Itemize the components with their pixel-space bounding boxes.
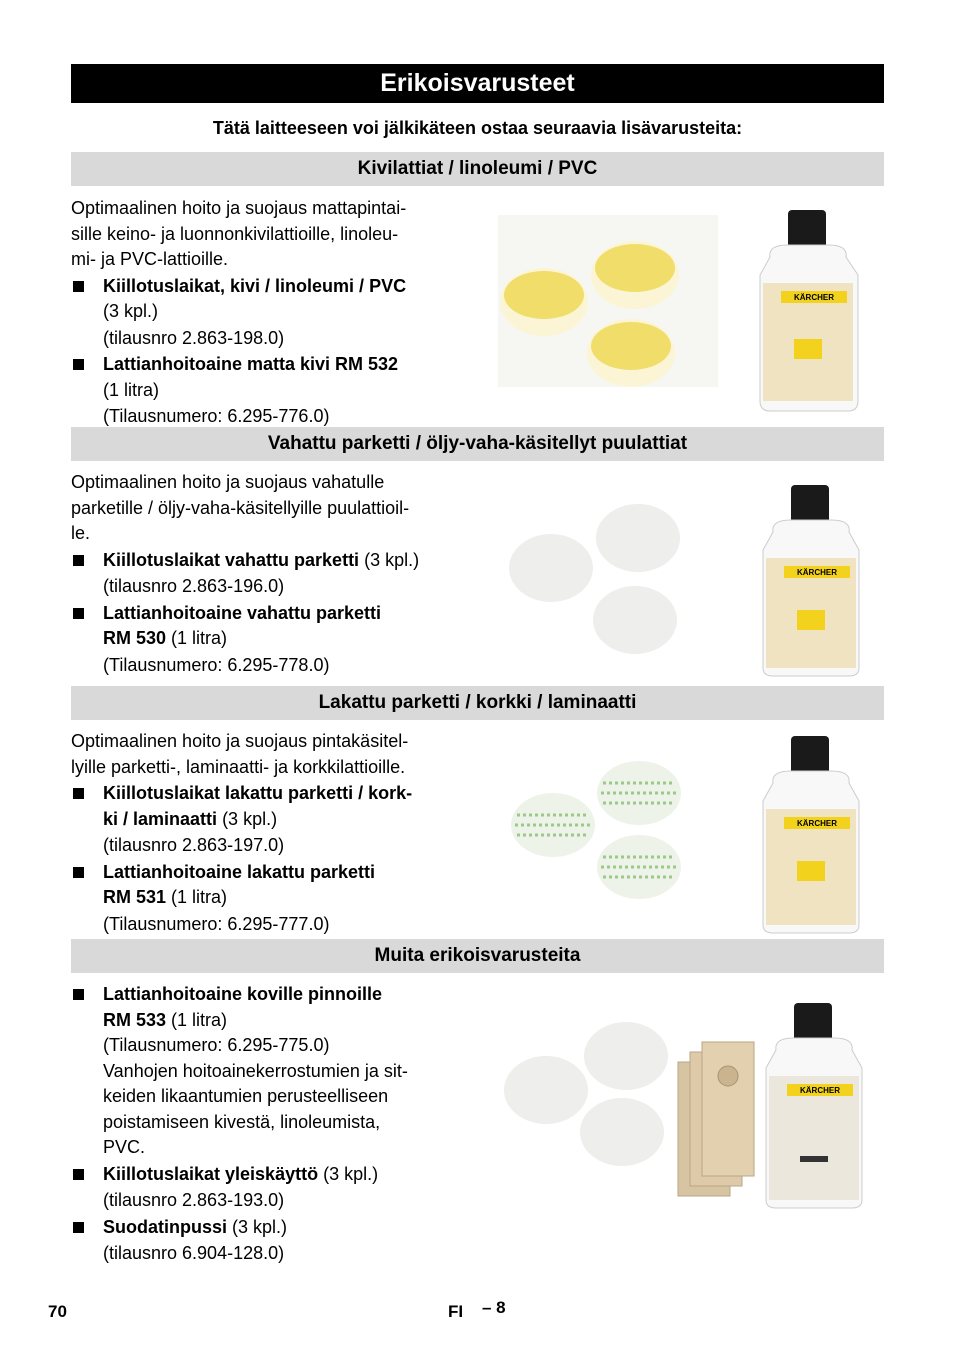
item-order-number: (tilausnro 6.904-128.0)	[103, 1243, 285, 1263]
polishing-pad-white	[509, 534, 593, 602]
section-page-number: – 8	[482, 1298, 506, 1317]
polishing-pad-yellow	[591, 241, 679, 309]
bullet-icon	[73, 281, 84, 292]
item-qty: (3 kpl.)	[323, 1163, 379, 1184]
list-item: Lattianhoitoaine vahattu parketti RM 530 (1 litra) (Tilausnumero: 6.295-778.0)	[71, 601, 466, 679]
filter-bag	[678, 1042, 754, 1196]
page-title: Erikoisvarusteet	[71, 64, 884, 103]
item-qty: (3 kpl.)	[103, 301, 159, 321]
polishing-pad-yellow	[500, 268, 588, 336]
product-image-waxed-parquet	[505, 480, 865, 678]
polishing-pad-white	[584, 1022, 668, 1090]
section-intro: Optimaalinen hoito ja suojaus pintakäsitel- lyille parketti-, laminaatti- ja korkkilattioille.	[71, 731, 409, 777]
bottle-brand: KÄRCHER	[797, 819, 837, 828]
item-qty: (3 kpl.)	[232, 1216, 288, 1237]
page-subtitle: Tätä laitteeseen voi jälkikäteen ostaa seuraavia lisävarusteita:	[212, 118, 743, 138]
list-item: Lattianhoitoaine lakattu parketti RM 531 (1 litra) (Tilausnumero: 6.295-777.0)	[71, 860, 466, 938]
section-body-waxed-parquet	[71, 470, 466, 679]
bullet-icon	[73, 1169, 84, 1180]
section-heading-waxed-parquet: Vahattu parketti / öljy-vaha-käsitellyt puulattiat	[71, 427, 884, 461]
list-item	[71, 548, 466, 600]
item-order-number: (tilausnro 2.863-197.0)	[103, 835, 285, 855]
section-body-lacquered-parquet	[71, 729, 466, 938]
item-qty: (1 litra)	[171, 1009, 228, 1030]
product-image-stone	[498, 205, 868, 413]
section-intro: Optimaalinen hoito ja suojaus vahatulle parketille / öljy-vaha-käsitellyille puulattioil- le.	[71, 472, 410, 543]
bullet-icon	[73, 788, 84, 799]
list-item	[71, 352, 466, 430]
care-bottle	[760, 210, 858, 411]
item-name: Kiillotuslaikat yleiskäyttö	[103, 1163, 319, 1184]
polishing-pad-yellow	[587, 319, 675, 387]
item-name: Suodatinpussi	[103, 1216, 228, 1237]
section-intro: Optimaalinen hoito ja suojaus mattapintai- sille keino- ja luonnonkivilattioille, linoleu- mi- ja PVC-lattioille.	[71, 198, 407, 269]
bullet-icon	[73, 608, 84, 619]
bottle-brand: KÄRCHER	[797, 568, 837, 577]
item-qty: (1 litra)	[171, 887, 228, 907]
item-description: Vanhojen hoitoainekerrostumien ja sit- keiden likaantumien perusteelliseen poistamiseen kivestä, linoleumista, PVC.	[103, 1060, 408, 1157]
item-name: Kiillotuslaikat, kivi / linoleumi / PVC	[103, 275, 407, 296]
list-item	[71, 1162, 466, 1214]
bottle-brand: KÄRCHER	[794, 293, 834, 302]
item-order-number: (Tilausnumero: 6.295-776.0)	[103, 406, 330, 426]
bullet-icon	[73, 359, 84, 370]
care-bottle	[763, 736, 859, 933]
care-bottle	[763, 485, 859, 676]
item-qty: (1 litra)	[171, 628, 228, 648]
item-order-number: (tilausnro 2.863-193.0)	[103, 1190, 285, 1210]
item-order-number: (Tilausnumero: 6.295-775.0)	[103, 1035, 330, 1055]
item-qty: (3 kpl.)	[222, 808, 278, 829]
polishing-pad-green	[597, 761, 681, 825]
language-code: FI	[448, 1302, 464, 1321]
list-item: Lattianhoitoaine koville pinnoille RM 533 (1 litra) (Tilausnumero: 6.295-775.0) Vanhojen hoitoainekerrostumien ja sit- keiden likaantumien perusteelliseen poistamiseen kivestä, linoleumista, PVC.	[71, 982, 466, 1161]
section-body-stone	[71, 196, 466, 431]
polishing-pad-green	[597, 835, 681, 899]
bullet-icon	[73, 989, 84, 1000]
product-image-other	[500, 1000, 870, 1210]
item-order-number: (tilausnro 2.863-198.0)	[103, 327, 285, 348]
bottle-brand: KÄRCHER	[800, 1086, 840, 1095]
polishing-pad-white	[504, 1056, 588, 1124]
section-heading-lacquered-parquet: Lakattu parketti / korkki / laminaatti	[71, 686, 884, 720]
polishing-pad-green	[511, 793, 595, 857]
polishing-pad-white	[593, 586, 677, 654]
care-bottle	[766, 1003, 862, 1208]
section-body-other-accessories	[71, 982, 466, 1268]
item-order-number: (Tilausnumero: 6.295-778.0)	[103, 654, 330, 675]
list-item	[71, 274, 466, 352]
item-qty: (1 litra)	[103, 379, 160, 400]
item-order-number: (Tilausnumero: 6.295-777.0)	[103, 913, 330, 934]
item-order-number: (tilausnro 2.863-196.0)	[103, 576, 285, 596]
bullet-icon	[73, 1222, 84, 1233]
item-name: Kiillotuslaikat vahattu parketti	[103, 549, 360, 570]
product-image-lacquered-parquet	[505, 733, 865, 938]
bullet-icon	[73, 555, 84, 566]
bullet-icon	[73, 867, 84, 878]
item-name: Lattianhoitoaine matta kivi RM 532	[103, 354, 399, 374]
polishing-pad-white	[580, 1098, 664, 1166]
polishing-pad-white	[596, 504, 680, 572]
section-heading-other-accessories: Muita erikoisvarusteita	[71, 939, 884, 973]
list-item	[71, 1215, 466, 1267]
list-item: Kiillotuslaikat lakattu parketti / kork- ki / laminaatti (3 kpl.) (tilausnro 2.863-197.0)	[71, 781, 466, 859]
item-qty: (3 kpl.)	[364, 549, 420, 570]
page-number: 70	[48, 1302, 67, 1321]
section-heading-stone: Kivilattiat / linoleumi / PVC	[71, 152, 884, 186]
